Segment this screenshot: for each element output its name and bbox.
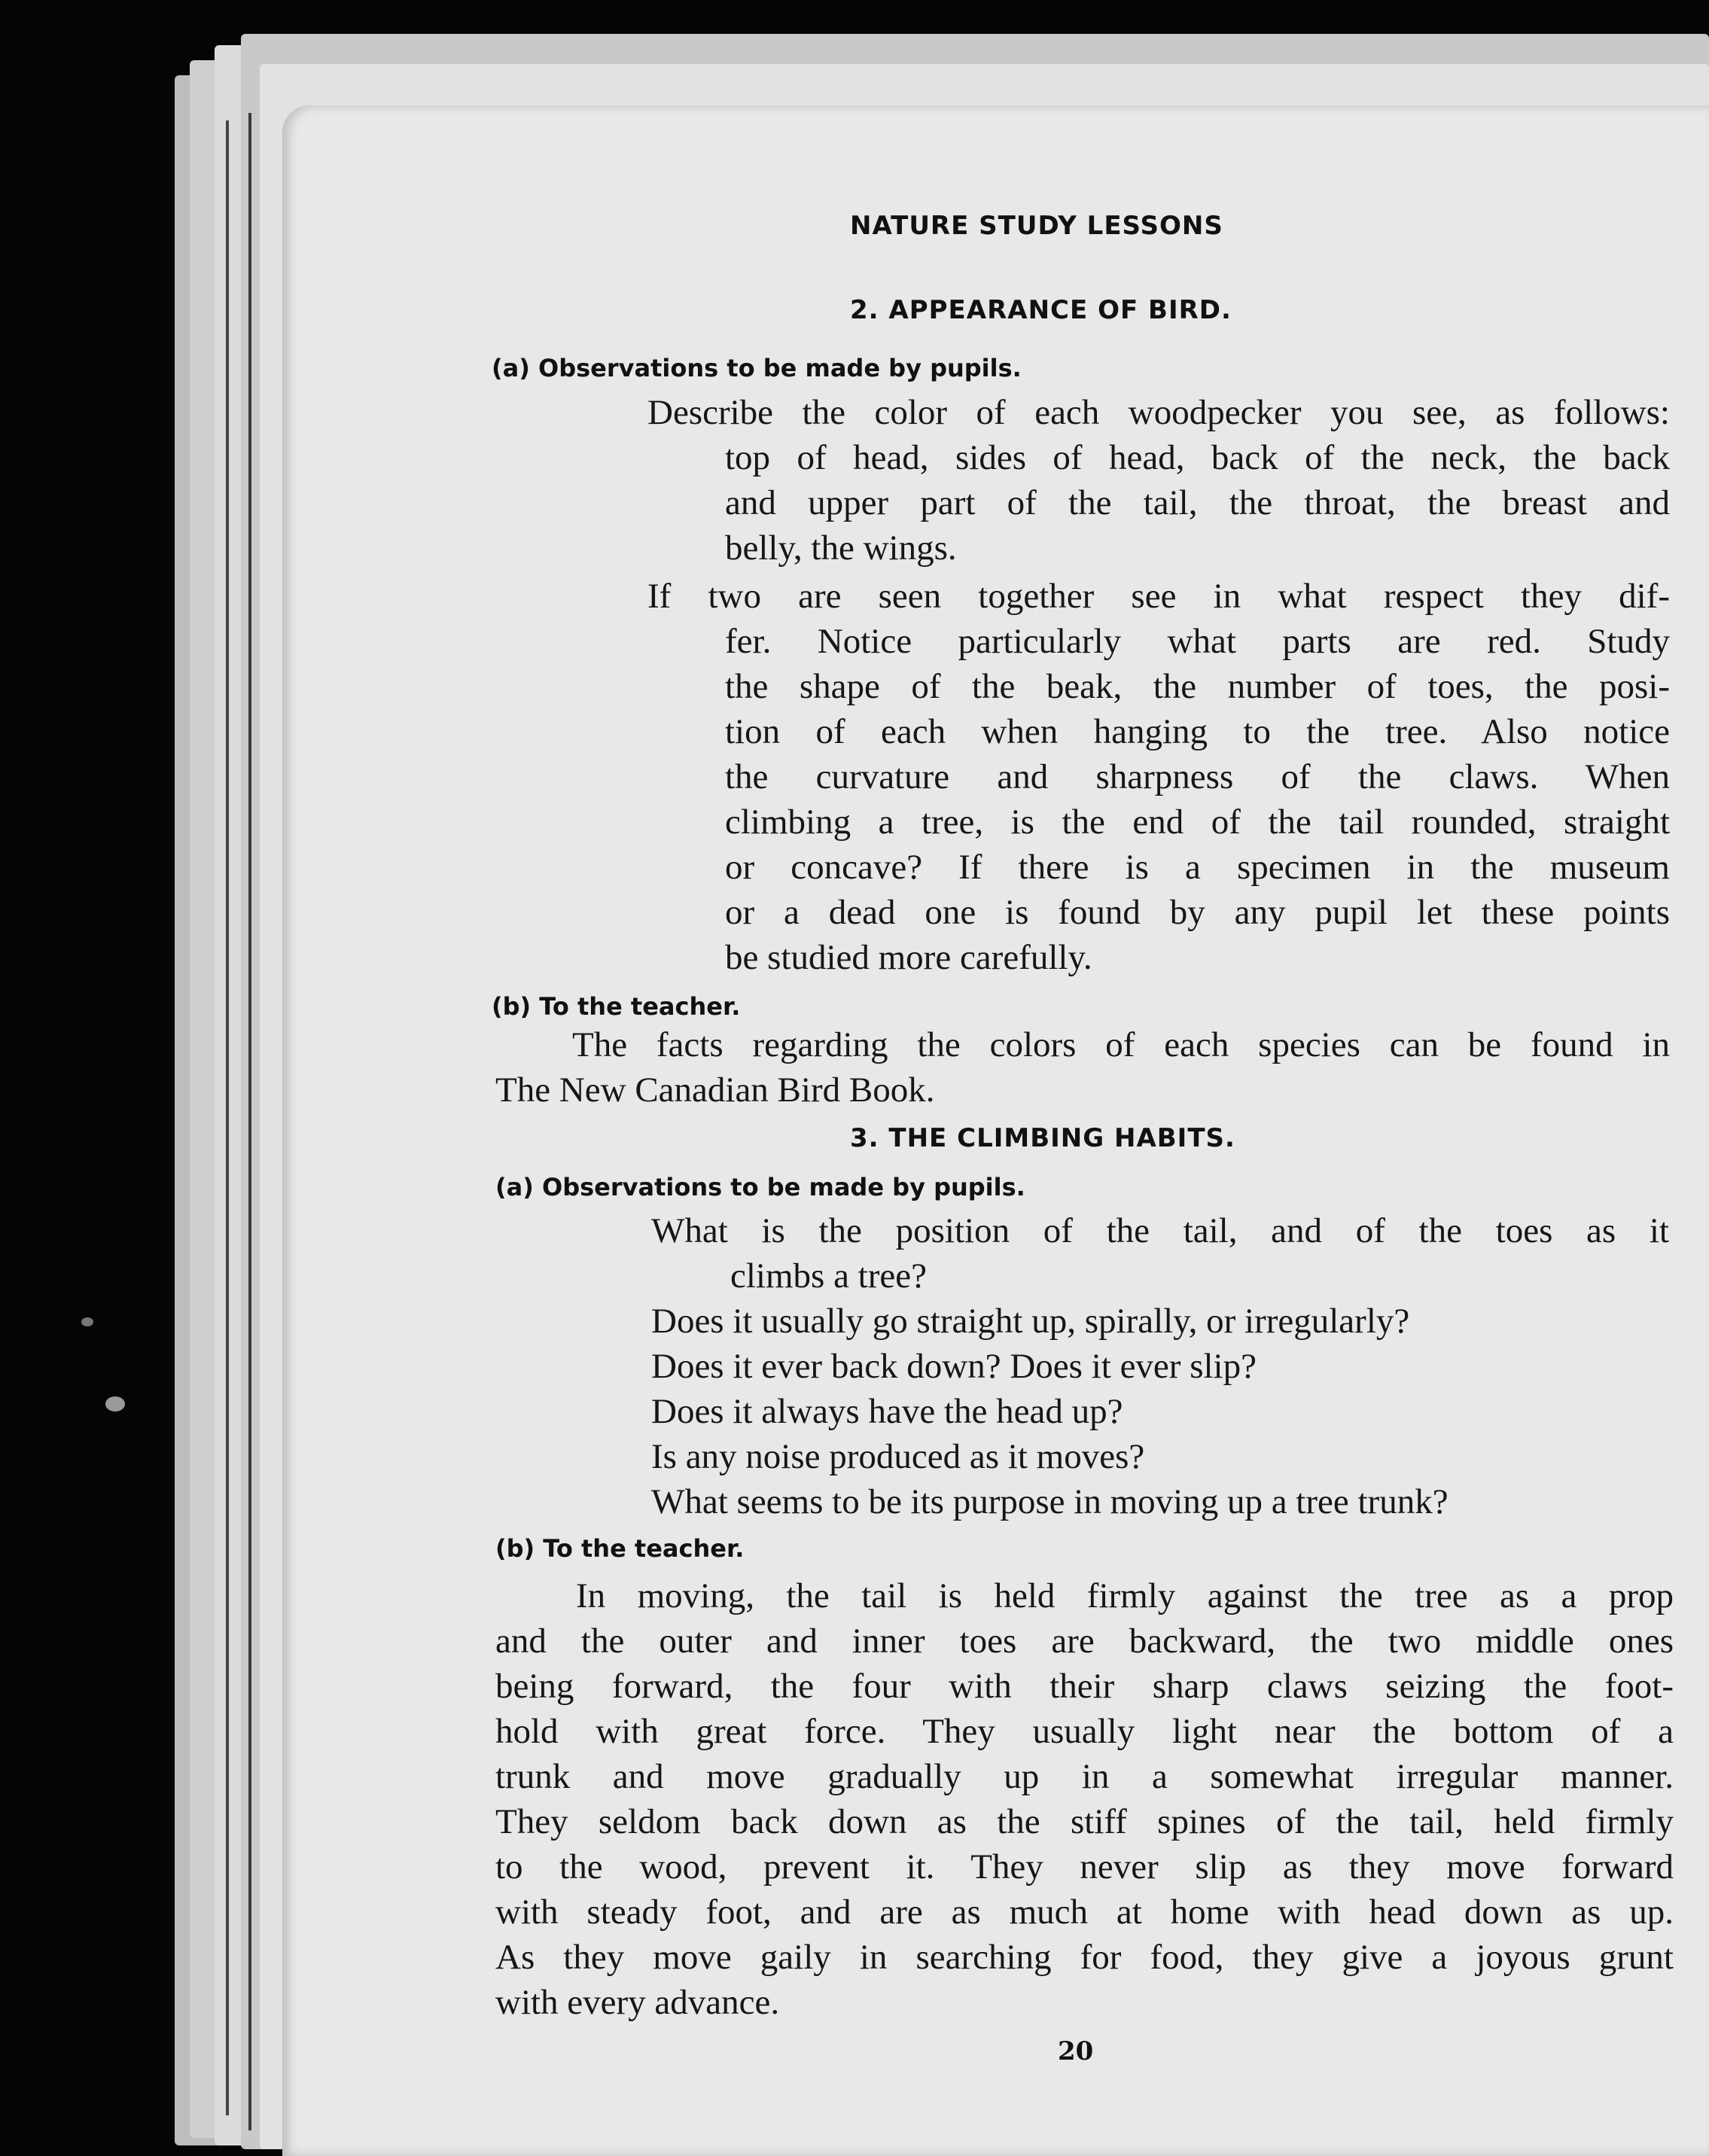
text-line: As they move gaily in searching for food, they give a joyous grunt bbox=[495, 1938, 1674, 1977]
text-line: Does it always have the head up? bbox=[651, 1392, 1123, 1431]
text-line: What is the position of the tail, and of the toes as it bbox=[651, 1211, 1669, 1250]
text-line: hold with great force. They usually light near the bottom of a bbox=[495, 1712, 1674, 1751]
text-line: belly, the wings. bbox=[725, 528, 957, 568]
dust-speck bbox=[105, 1396, 125, 1411]
text-line: the curvature and sharpness of the claws. When bbox=[725, 757, 1670, 796]
text-line: Describe the color of each woodpecker you see, as follows: bbox=[647, 393, 1670, 432]
section-3-a-heading: (a) Observations to be made by pupils. bbox=[495, 1173, 1025, 1201]
text-line: being forward, the four with their sharp claws seizing the foot- bbox=[495, 1667, 1674, 1706]
section-2-a-heading: (a) Observations to be made by pupils. bbox=[492, 354, 1022, 382]
text-line: or a dead one is found by any pupil let these points bbox=[725, 893, 1670, 932]
text-line: with steady foot, and are as much at home with head down as up. bbox=[495, 1893, 1674, 1932]
text-line: with every advance. bbox=[495, 1983, 780, 2022]
page bbox=[282, 105, 1709, 2156]
text-line: Is any noise produced as it moves? bbox=[651, 1437, 1145, 1476]
text-line: Does it usually go straight up, spirally, or irregularly? bbox=[651, 1302, 1410, 1341]
text-line: The New Canadian Bird Book. bbox=[495, 1070, 935, 1110]
text-line: What seems to be its purpose in moving up a tree trunk? bbox=[651, 1482, 1449, 1521]
text-line: top of head, sides of head, back of the neck, the back bbox=[725, 438, 1670, 477]
binding-line bbox=[248, 113, 251, 2130]
binding-line bbox=[226, 120, 229, 2115]
section-3-b-heading: (b) To the teacher. bbox=[495, 1534, 745, 1563]
dust-speck bbox=[81, 1317, 93, 1326]
text-line: They seldom back down as the stiff spines of the tail, held firmly bbox=[495, 1802, 1674, 1841]
text-line: and the outer and inner toes are backward, the two middle ones bbox=[495, 1622, 1674, 1661]
text-line: to the wood, prevent it. They never slip as they move forward bbox=[495, 1847, 1674, 1886]
text-line: trunk and move gradually up in a somewhat irregular manner. bbox=[495, 1757, 1674, 1796]
text-line: tion of each when hanging to the tree. Also notice bbox=[725, 712, 1670, 751]
running-head: NATURE STUDY LESSONS bbox=[850, 211, 1223, 241]
section-3-title: 3. THE CLIMBING HABITS. bbox=[850, 1123, 1235, 1153]
text-line: In moving, the tail is held firmly against the tree as a prop bbox=[576, 1576, 1674, 1615]
page-number: 20 bbox=[1058, 2036, 1094, 2066]
text-line: Does it ever back down? Does it ever slip? bbox=[651, 1347, 1257, 1386]
section-2-b-heading: (b) To the teacher. bbox=[492, 992, 741, 1021]
text-line: climbs a tree? bbox=[730, 1256, 927, 1296]
section-2-title: 2. APPEARANCE OF BIRD. bbox=[850, 295, 1232, 325]
text-line: climbing a tree, is the end of the tail rounded, straight bbox=[725, 802, 1670, 842]
text-line: fer. Notice particularly what parts are red. Study bbox=[725, 622, 1670, 661]
text-line: If two are seen together see in what respect they dif- bbox=[647, 577, 1670, 616]
text-line: the shape of the beak, the number of toes, the posi- bbox=[725, 667, 1670, 706]
text-line: and upper part of the tail, the throat, the breast and bbox=[725, 483, 1670, 522]
text-line: be studied more carefully. bbox=[725, 938, 1092, 977]
text-line: or concave? If there is a specimen in the museum bbox=[725, 848, 1670, 887]
text-line: The facts regarding the colors of each species can be found in bbox=[572, 1025, 1670, 1064]
